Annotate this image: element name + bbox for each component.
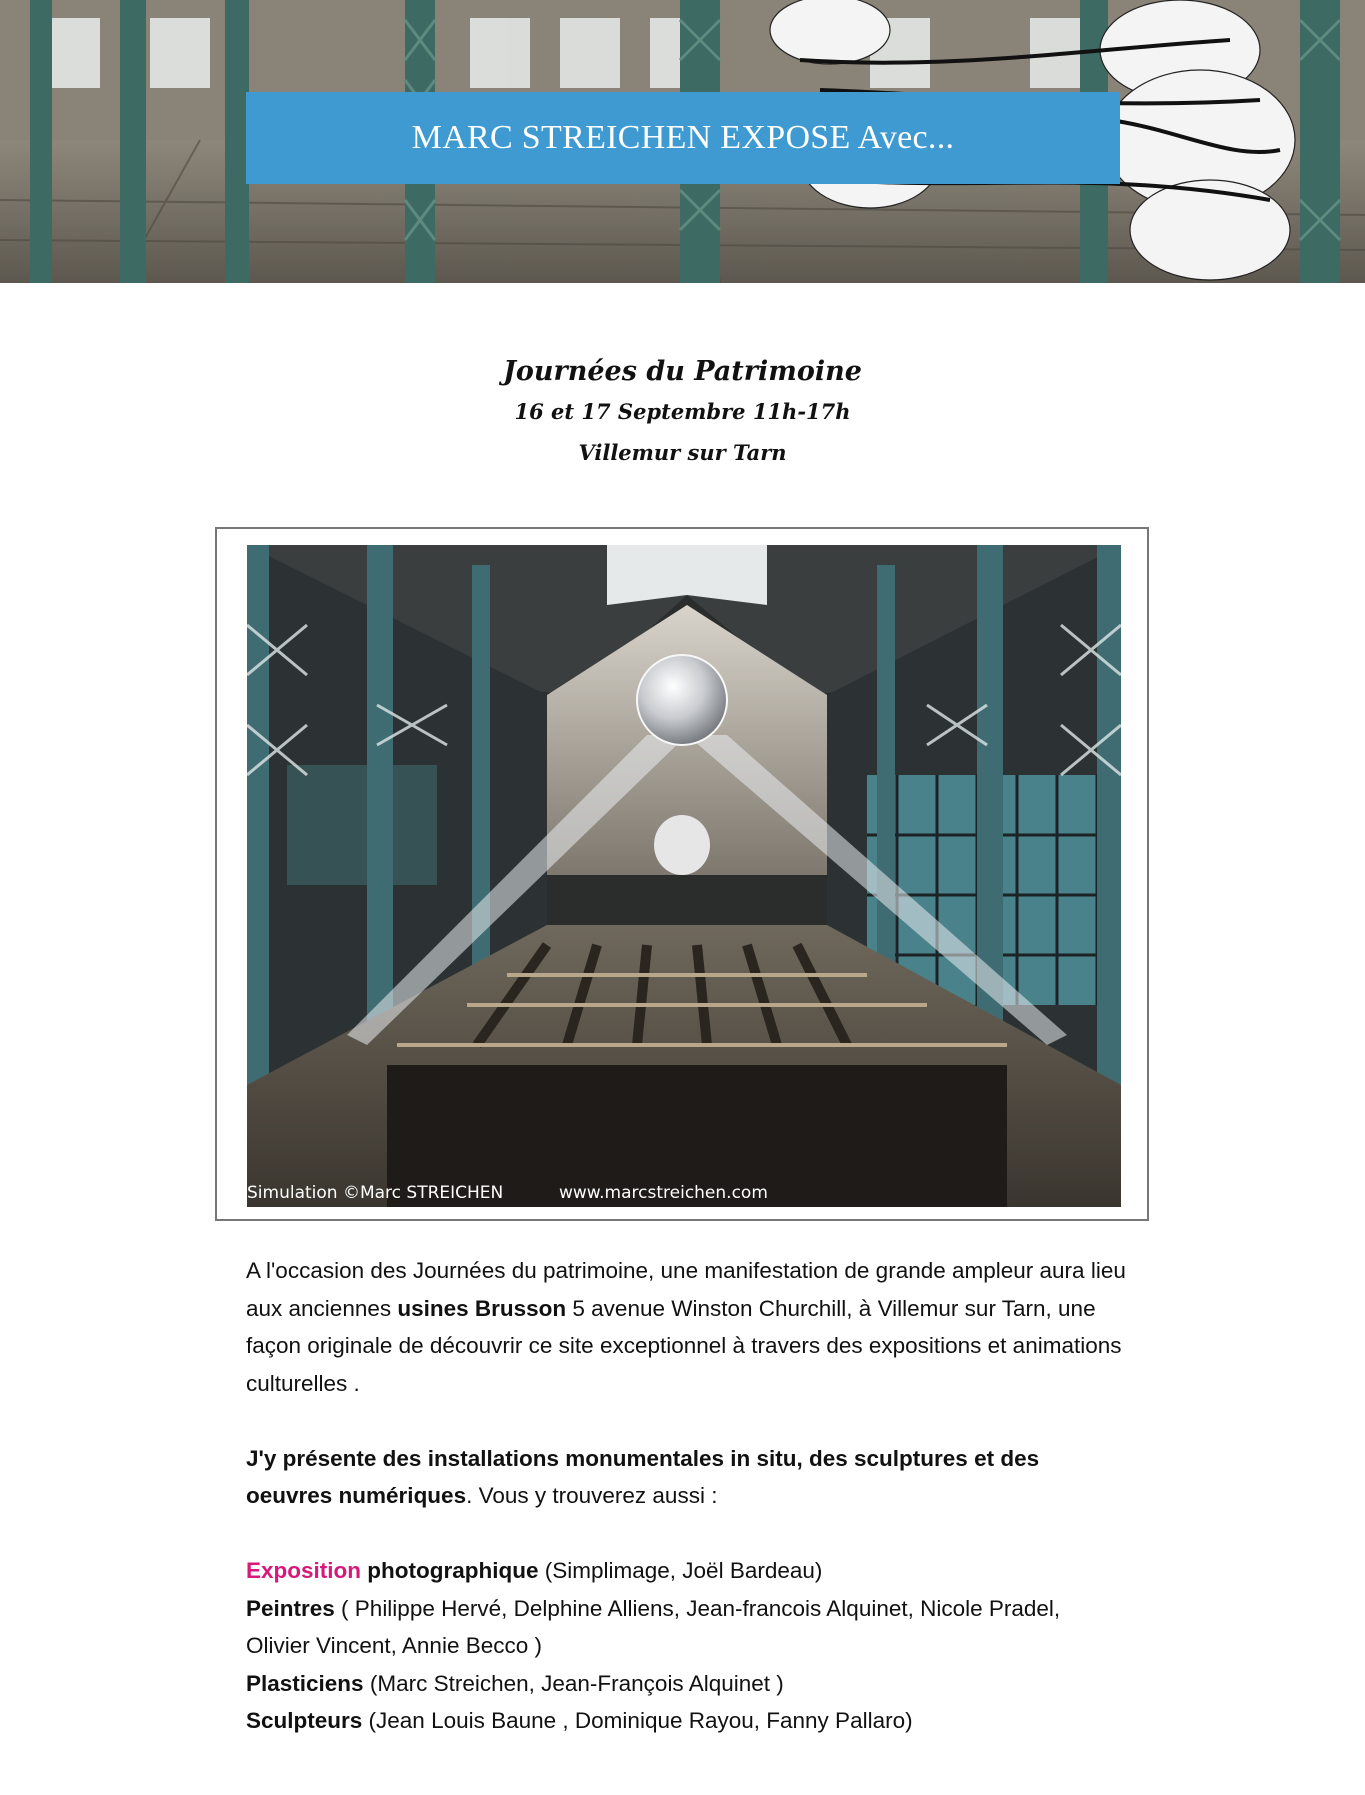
intro-text-1: A l'occasion des Journées du patrimoine, une manifestation de grande ampleur aura lieu aux anciennes bbox=[246, 1258, 1126, 1321]
list-item-plasticiens bbox=[246, 1665, 1126, 1703]
presentation-bold: J'y présente des installations monumentales in situ, des sculptures et des oeuvres numériques bbox=[246, 1445, 1040, 1508]
list-item-names: ( Philippe Hervé, Delphine Alliens, Jean-francois Alquinet, Nicole Pradel, Olivier Vincent, Annie Becco ) bbox=[246, 1595, 1061, 1658]
exposition-link: Exposition bbox=[246, 1558, 362, 1583]
photo-frame bbox=[215, 527, 1149, 1221]
banner-title-box bbox=[246, 92, 1120, 184]
article-body bbox=[246, 1252, 1126, 1740]
photo-illustration bbox=[247, 545, 1121, 1207]
photo-caption-website: www.marcstreichen.com bbox=[559, 1183, 768, 1203]
list-item-peintres bbox=[246, 1590, 1126, 1665]
factory-hall-photo bbox=[247, 545, 1121, 1207]
intro-text-2: 5 avenue Winston Churchill, à Villemur sur Tarn, une façon originale de découvrir ce site exceptionnel à travers des expositions et animations culturelles . bbox=[246, 1295, 1122, 1396]
list-item-names: (Marc Streichen, Jean-François Alquinet ) bbox=[363, 1670, 784, 1696]
list-item-label: photographique bbox=[361, 1558, 539, 1583]
intro-paragraph bbox=[246, 1252, 1126, 1402]
event-dates: 16 et 17 Septembre 11h-17h bbox=[514, 399, 851, 424]
intro-venue: usines Brusson bbox=[397, 1295, 567, 1321]
photo-caption-credit: Simulation ©Marc STREICHEN bbox=[247, 1183, 504, 1203]
list-item-names: (Simplimage, Joël Bardeau) bbox=[538, 1558, 823, 1583]
list-item-label: Sculpteurs bbox=[246, 1708, 363, 1733]
header-banner bbox=[0, 0, 1365, 283]
banner-title: MARC STREICHEN EXPOSE Avec... bbox=[411, 119, 955, 156]
list-item-names: (Jean Louis Baune , Dominique Rayou, Fanny Pallaro) bbox=[362, 1708, 913, 1733]
list-item-label: Peintres bbox=[246, 1595, 335, 1621]
list-item-exposition bbox=[246, 1552, 1126, 1590]
event-title: Journées du Patrimoine bbox=[503, 356, 862, 387]
presentation-paragraph bbox=[246, 1440, 1126, 1515]
event-heading bbox=[0, 352, 1365, 474]
list-item-label: Plasticiens bbox=[246, 1670, 364, 1696]
presentation-rest: . Vous y trouverez aussi : bbox=[466, 1483, 718, 1508]
list-item-sculpteurs bbox=[246, 1702, 1126, 1740]
event-place: Villemur sur Tarn bbox=[578, 440, 787, 465]
